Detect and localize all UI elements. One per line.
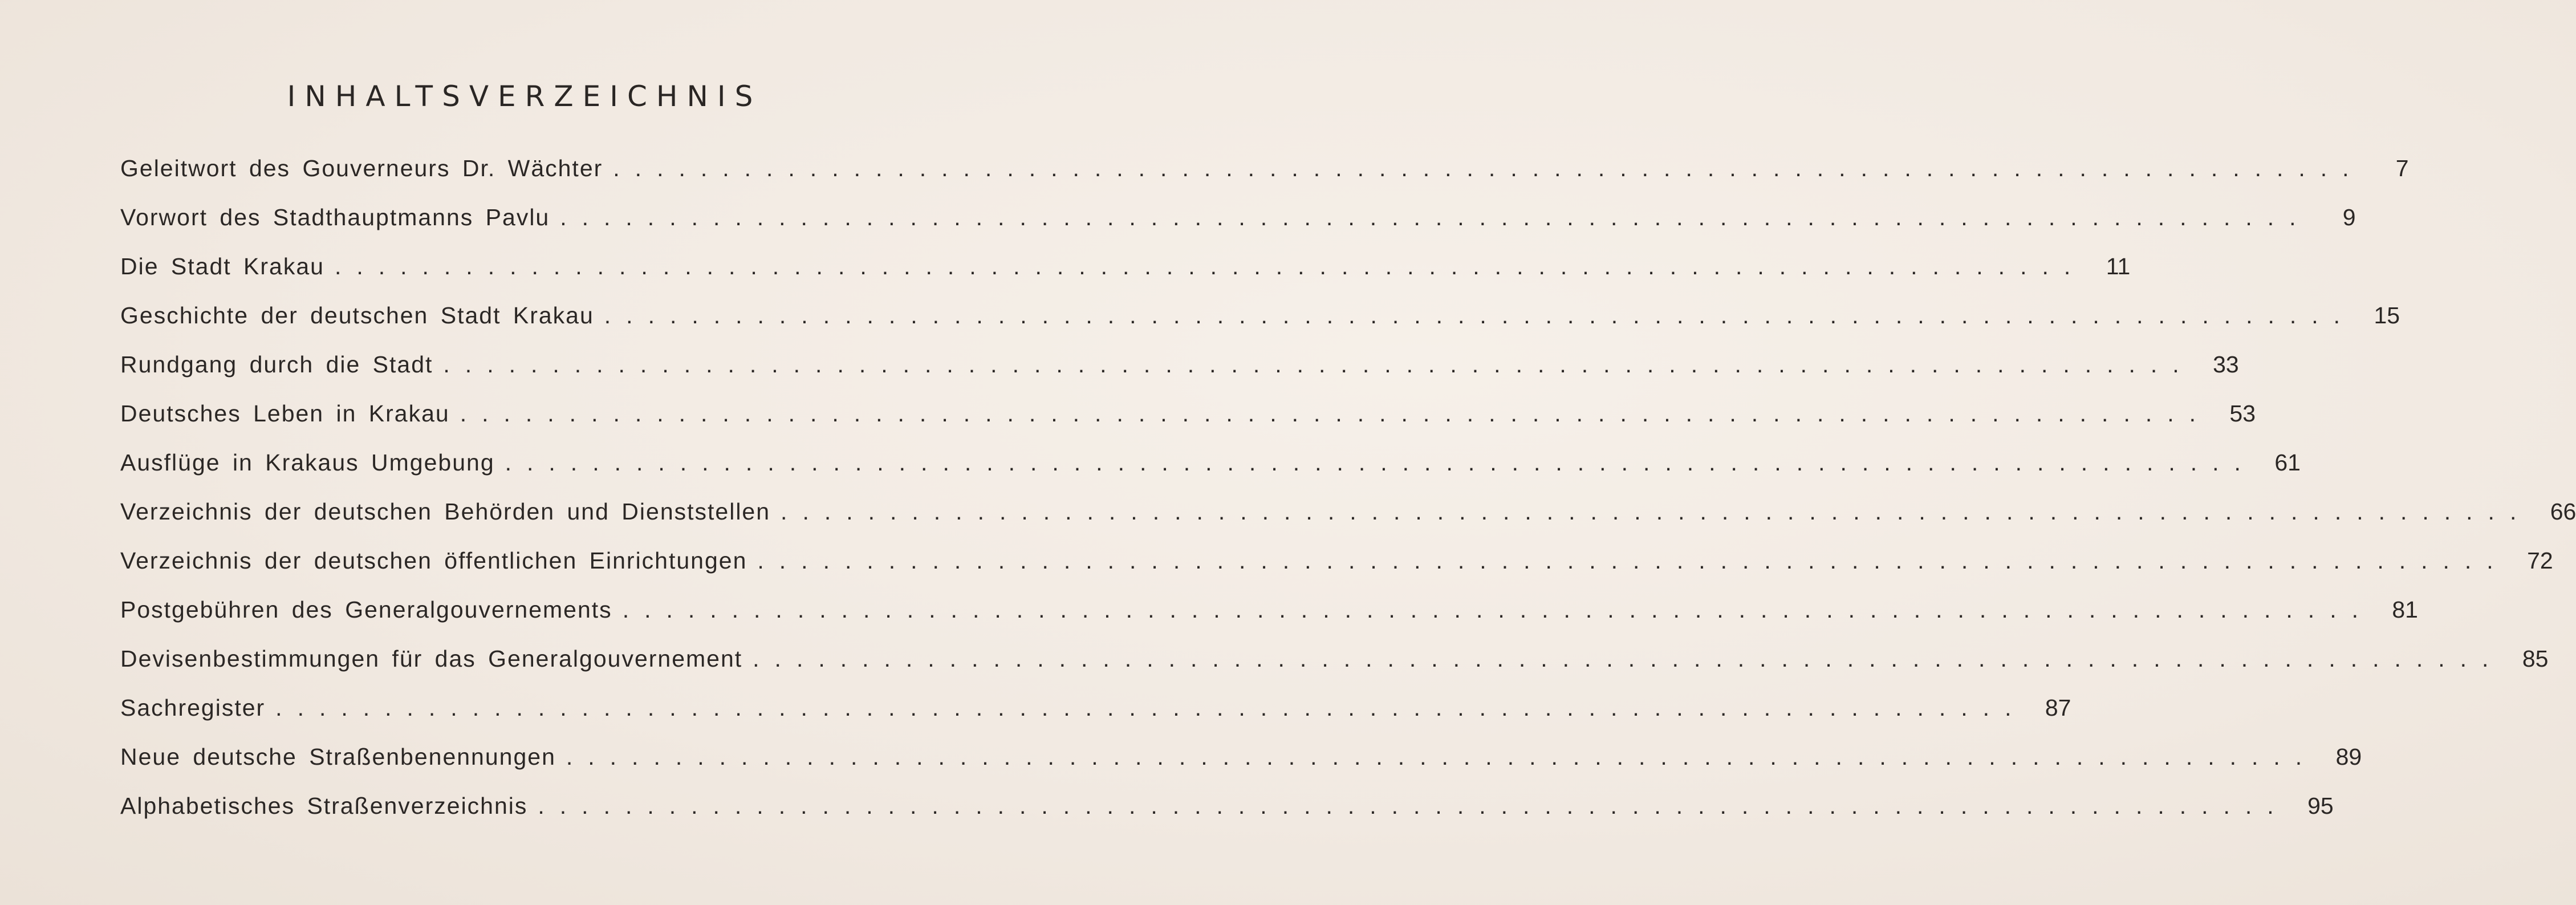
dot-leader: ................................................................................	[604, 302, 2356, 328]
toc-entry	[120, 793, 2334, 842]
dot-leader: ................................................................................	[560, 204, 2311, 230]
toc-entry	[120, 547, 2553, 596]
toc-entry-page: 61	[2274, 449, 2301, 476]
toc-entry-label: Vorwort des Stadthauptmanns Pavlu	[120, 204, 550, 230]
toc-entry-page: 66	[2550, 498, 2576, 525]
dot-leader: ................................................................................	[538, 793, 2289, 819]
table-of-contents	[120, 155, 2576, 842]
toc-entry	[120, 449, 2301, 498]
toc-entry-label: Neue deutsche Straßenbenennungen	[120, 744, 556, 770]
toc-entry	[120, 744, 2362, 793]
toc-entry	[120, 351, 2239, 400]
toc-entry-label: Alphabetisches Straßenverzeichnis	[120, 793, 528, 819]
toc-entry-page: 95	[2307, 793, 2334, 819]
toc-entry	[120, 302, 2400, 351]
toc-entry-label: Verzeichnis der deutschen Behörden und Dienststellen	[120, 498, 771, 525]
toc-entry-page: 9	[2342, 204, 2356, 230]
toc-entry	[120, 596, 2418, 646]
toc-entry	[120, 253, 2131, 302]
toc-entry-page: 53	[2229, 400, 2256, 427]
dot-leader: ................................................................................	[460, 400, 2212, 427]
page-title: INHALTSVERZEICHNIS	[287, 80, 762, 113]
dot-leader: ................................................................................	[622, 596, 2374, 623]
toc-entry-page: 81	[2392, 596, 2418, 623]
toc-entry-label: Ausflüge in Krakaus Umgebung	[120, 449, 495, 476]
toc-entry	[120, 646, 2549, 695]
toc-entry	[120, 400, 2256, 449]
toc-entry	[120, 204, 2356, 253]
toc-entry-label: Die Stadt Krakau	[120, 253, 324, 279]
dot-leader: ................................................................................	[781, 498, 2532, 525]
toc-entry-label: Postgebühren des Generalgouvernements	[120, 596, 612, 623]
toc-entry	[120, 695, 2071, 744]
dot-leader: ................................................................................	[275, 695, 2027, 721]
toc-entry-page: 15	[2374, 302, 2400, 328]
toc-entry-label: Rundgang durch die Stadt	[120, 351, 433, 378]
toc-entry-page: 11	[2106, 253, 2131, 279]
toc-entry-label: Deutsches Leben in Krakau	[120, 400, 450, 427]
toc-entry-page: 89	[2335, 744, 2362, 770]
dot-leader: ................................................................................	[443, 351, 2195, 378]
toc-entry-label: Sachregister	[120, 695, 266, 721]
toc-entry-label: Verzeichnis der deutschen öffentlichen Einrichtungen	[120, 547, 747, 574]
dot-leader: ................................................................................	[505, 449, 2256, 476]
toc-entry-label: Geleitwort des Gouverneurs Dr. Wächter	[120, 155, 603, 181]
dot-leader: ................................................................................	[613, 155, 2364, 181]
dot-leader: ................................................................................	[334, 253, 2086, 279]
toc-entry-page: 85	[2522, 646, 2549, 672]
toc-entry-page: 33	[2213, 351, 2239, 378]
toc-entry-label: Geschichte der deutschen Stadt Krakau	[120, 302, 594, 328]
toc-entry-page: 72	[2527, 547, 2553, 574]
dot-leader: ................................................................................	[753, 646, 2504, 672]
toc-entry-label: Devisenbestimmungen für das Generalgouvernement	[120, 646, 743, 672]
toc-entry-page: 7	[2395, 155, 2409, 181]
dot-leader: ................................................................................	[757, 547, 2509, 574]
toc-entry-page: 87	[2045, 695, 2071, 721]
toc-entry	[120, 498, 2576, 547]
toc-entry	[120, 155, 2409, 204]
dot-leader: ................................................................................	[566, 744, 2318, 770]
